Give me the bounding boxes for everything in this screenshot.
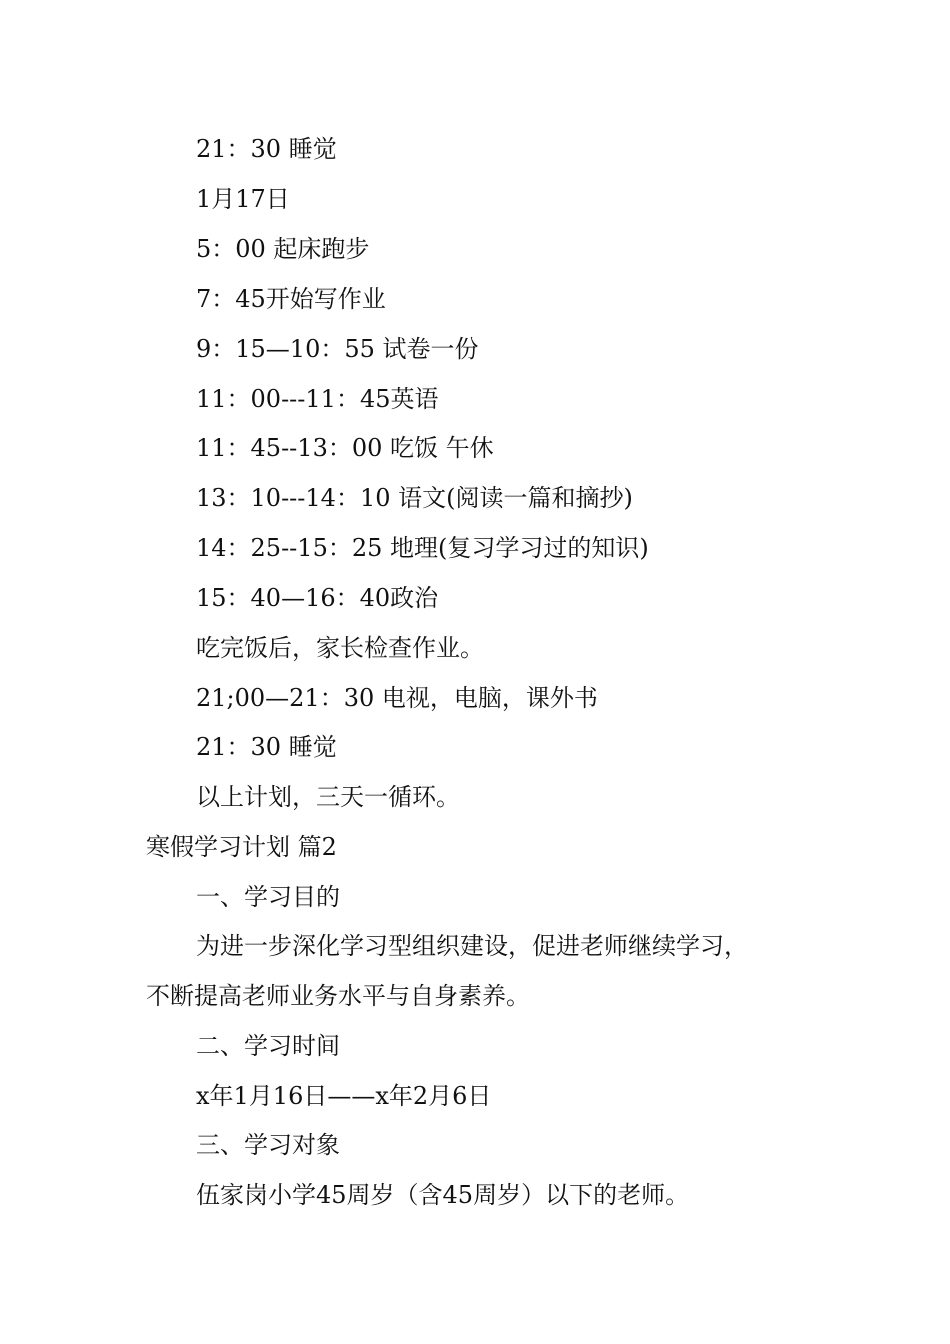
- paragraph-line: 为进一步深化学习型组织建设，促进老师继续学习，: [196, 932, 748, 960]
- text-line: 14：25--15：25 地理(复习学习过的知识): [196, 534, 649, 562]
- text-line: 21：30 睡觉: [196, 135, 337, 163]
- section-title: 寒假学习计划 篇2: [146, 833, 337, 861]
- section-heading: 二、学习时间: [196, 1032, 340, 1060]
- text-line: 9：15—10：55 试卷一份: [196, 335, 479, 363]
- section-heading: 三、学习对象: [196, 1131, 340, 1159]
- paragraph-line: 不断提高老师业务水平与自身素养。: [146, 982, 530, 1010]
- text-line: 以上计划，三天一循环。: [196, 783, 460, 811]
- text-line: 11：45--13：00 吃饭 午休: [196, 434, 494, 462]
- date-heading: 1月17日: [196, 185, 290, 213]
- text-line: 5：00 起床跑步: [196, 235, 370, 263]
- text-line: 21：30 睡觉: [196, 733, 337, 761]
- text-line: 13：10---14：10 语文(阅读一篇和摘抄): [196, 484, 633, 512]
- text-line: 吃完饭后，家长检查作业。: [196, 634, 484, 662]
- text-line: 21;00—21：30 电视，电脑，课外书: [196, 684, 598, 712]
- text-line: x年1月16日——x年2月6日: [196, 1082, 492, 1110]
- text-line: 15：40—16：40政治: [196, 584, 439, 612]
- text-line: 伍家岗小学45周岁（含45周岁）以下的老师。: [196, 1181, 690, 1209]
- section-heading: 一、学习目的: [196, 883, 340, 911]
- text-line: 11：00---11：45英语: [196, 385, 439, 413]
- text-line: 7：45开始写作业: [196, 285, 386, 313]
